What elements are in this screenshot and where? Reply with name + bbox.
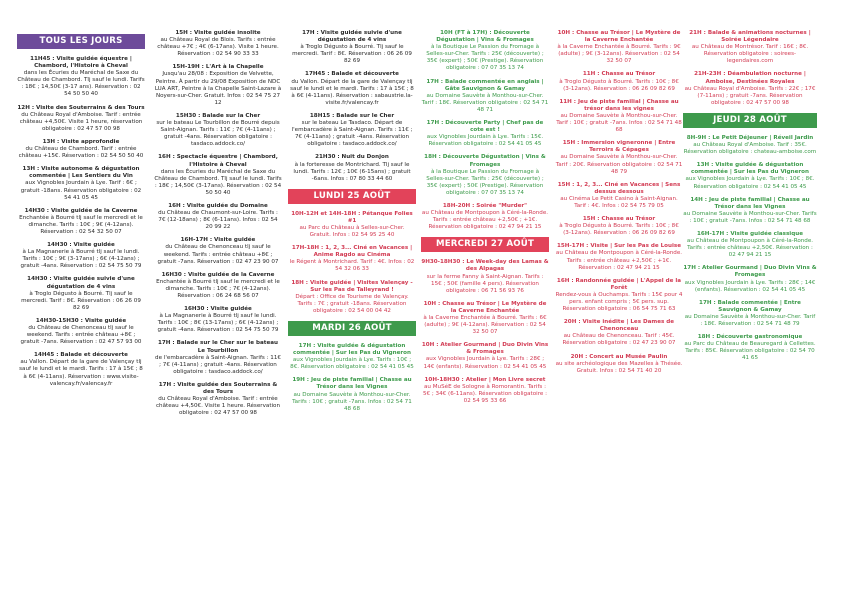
event-title: 17H : Balade commentée en anglais | Gâte Sauvignon & Gamay (426, 78, 544, 92)
event-title: 13H : Visite autonome & dégustation commentée | Les Sentiers du Vin (22, 166, 140, 180)
column-4 (421, 30, 549, 411)
event-entry (421, 342, 549, 370)
event-title: 15H : Immersion vigneronne | Entre Terroirs & Cépages (562, 140, 676, 154)
event-details: du Château de Chenonceau tlj sauf le weekend. Tarifs : entrée château +8€ ; gratuit -7ans. Réservation : 02 47 57 93 00 (20, 325, 142, 346)
event-entry (17, 352, 145, 387)
event-entry (555, 99, 683, 134)
event-entry (683, 71, 817, 106)
event-title: 20H : Visite inédite | Les Dames de Chenonceau (563, 319, 675, 333)
event-title: 21H : Balade & animations nocturnes | Soirée Légendaire (689, 30, 811, 44)
event-list (288, 211, 416, 315)
event-entry (683, 162, 817, 190)
column-1 (17, 30, 145, 394)
event-title: 15H : 1, 2, 3... Ciné en Vacances | Sens dessus dessous (557, 181, 681, 195)
column-5 (555, 30, 683, 381)
event-entry (421, 154, 549, 197)
event-title: 16H30 : Visite guidée (184, 306, 252, 313)
event-entry (683, 334, 817, 362)
event-details: du Château de Chenonceau tlj sauf le weekend. Tarifs : entrée château +8€ ; gratuit -7ans. Réservation : 02 47 23 90 07 (157, 244, 279, 265)
event-entry (154, 154, 282, 197)
day-banner-mardi: MARDI 26 AOÛT (288, 321, 416, 336)
event-list (154, 30, 282, 417)
day-banner-tous-les-jours: TOUS LES JOURS (17, 34, 145, 49)
event-details: au Parc du Château à Selles-sur-Cher. Gratuit. Infos : 02 54 95 25 40 (299, 224, 405, 239)
event-title: 18H : Visite guidée | Visites Valençay - Sur les Pas de Talleyrand ! (291, 279, 413, 293)
event-title: 15H-19H : L'Art à la Chapelle (172, 64, 264, 71)
event-details: au Domaine Sauvète à Monthou-sur-Cher. Tarif : 18€. Réservation : 02 54 71 48 79 (684, 313, 816, 327)
event-title: 17H : Atelier Gourmand | Duo Divin Vins & Fromages (683, 265, 817, 279)
event-list (683, 135, 817, 363)
event-title: 21H30 : Nuit du Donjon (315, 154, 389, 161)
event-entry (288, 30, 416, 65)
event-title: 15H30 : Balade sur la Cher (175, 112, 261, 119)
event-title: 14H : Jeu de piste familial | Chasse au Trésor dans les Vignes (690, 196, 810, 210)
event-details: Enchantée à Bourré tlj sauf le mercredi et le dimanche. Tarifs : 10€ ; 9€ (4-12ans). Réservation : 02 54 32 50 07 (19, 214, 143, 235)
event-details: à la Caverne Enchantée à Bourré. Tarifs : 9€ (adulte) ; 9€ (3-12ans). Réservation : 02 54 32 50 07 (557, 44, 681, 65)
event-title: 10H-12H et 14H-18H : Pétanque Folies #1 (291, 210, 413, 224)
event-details: à La Magnanerie à Bourré tlj sauf le lundi. Tarifs : 10€ ; 8€ (13-17ans) ; 6€ (4-12ans) ; gratuit -4ans. Réservation : 02 54 75 50 79 (157, 313, 279, 334)
event-title: 11H45 : Visite guidée équestre | Chambord, l'Histoire à Cheval (30, 56, 132, 70)
event-details: au Domaine Sauvète à Monthou-sur-Cher. Tarifs : 10€ ; gratuit -7ans. Infos : 02 54 71 48 68 (292, 391, 412, 412)
event-title: 17H : Balade sur le Cher sur le bateau Le Tourbillon (157, 340, 279, 354)
event-details: dans les Écuries du Maréchal de Saxe du Château de Chambord. Tlj sauf le lundi. Tarifs : 18€ ; 14,50€ (3-17 ans). Réservation : 02 54 50 50 40 (17, 70, 145, 98)
event-title: 17H45 : Balade et découverte (305, 71, 399, 78)
event-details: dans les Écuries du Maréchal de Saxe du Château de Chambord. Tlj sauf le lundi. Tarifs : 18€ ; 14,50€ (3-17ans). Réservation : 02 54 50 50 40 (154, 168, 282, 196)
event-details: aux Vignobles Jourdain à Lye. Tarifs : 28€ ; 14€ (enfants). Réservation : 02 54 41 05 45 (684, 279, 816, 293)
event-title: 19H : Jeu de piste familial | Chasse au Trésor dans les Vignes (292, 377, 412, 391)
event-details: aux Vignobles Jourdain à Lye. Tarifs : 10€ ; 8€. Réservation obligatoire : 02 54 41 05 45 (685, 176, 815, 190)
event-title: 16H : Visite guidée du Domaine (168, 202, 268, 209)
event-details: au Château de Chenonceau. Tarif : 45€. Réservation obligatoire : 02 47 23 90 07 (562, 333, 676, 347)
event-title: 10H-18H30 : Atelier | Mon Livre secret (424, 376, 546, 383)
event-title: 15H : Chasse au Trésor (582, 216, 656, 223)
event-title: 14H30 : Visite guidée suivie d'une dégustation de 4 vins (27, 276, 135, 290)
event-entry (555, 140, 683, 175)
event-details: du Château Royal d'Amboise. Tarif : entrée château +4,50€. Visite 1 heure. Réservation obligatoire : 02 47 57 00 98 (155, 396, 281, 417)
event-entry (17, 318, 145, 346)
event-title: 15H : Visite guidée insolite (175, 30, 261, 36)
event-details: au site archéologique des Mazelles à Thésée. Gratuit. Infos : 02 54 71 40 20 (555, 360, 683, 374)
event-details: au Château Royal d'Amboise. Tarif : 35€. Réservation obligatoire : chateau-amboise.com (683, 142, 817, 156)
event-title: 18H : Découverte Dégustation | Vins & Fromages (424, 154, 546, 168)
event-title: 18H : Découverte gastronomique (697, 334, 803, 341)
event-title: 14H30 : Visite guidée (47, 242, 115, 249)
event-title: 14H30 : Visite guidée de la Caverne (24, 207, 138, 214)
event-entry (154, 113, 282, 148)
event-list (17, 56, 145, 388)
event-list (421, 259, 549, 405)
event-details: le Régent à Montrichard. Tarif : 4€. Infos : 02 54 32 06 33 (289, 259, 415, 273)
event-title: 16H-17H : Visite guidée (180, 237, 256, 244)
event-entry (154, 64, 282, 107)
event-entry (17, 276, 145, 311)
event-title: 12H : Visite des Souterrains & des Tours (17, 104, 145, 111)
event-title: 9H30-18H30 : Le Week-day des Lamas & des Alpagas (421, 259, 549, 273)
event-entry (683, 30, 817, 65)
event-details: sur la ferme Fanny à Saint-Aignan. Tarifs : 15€ ; 50€ (famille 4 pers). Réservation obligatoire : 06 71 56 93 76 (426, 273, 544, 294)
event-details: de l'embarcadère à Saint-Aignan. Tarifs : 11€ ; 7€ (4-11ans) ; gratuit -4ans. Réservation obligatoire : tasdaco.addock.co/ (155, 354, 281, 375)
event-entry (683, 135, 817, 156)
event-title: 17H : Visite guidée des Souterrains & des Tours (158, 381, 278, 396)
event-entry (421, 259, 549, 294)
event-entry (288, 211, 416, 239)
event-details: à la forteresse de Montrichard. Tlj sauf le lundi. Tarifs : 12€ ; 10€ (6-15ans) ; gratuit -6ans. Infos : 07 80 33 44 60 (293, 161, 411, 182)
event-entry (555, 243, 683, 271)
column-2 (154, 30, 282, 423)
event-details: Enchantée à Bourré tlj sauf le mercredi et le dimanche. Tarifs : 10€ ; 7€ (4-12ans). Réservation : 06 24 68 56 07 (156, 278, 280, 299)
event-details: au Cinéma Le Petit Casino à Saint-Aignan. Tarif : 4€. Infos : 02 54 75 79 05 (560, 195, 678, 209)
event-details: aux Vignobles Jourdain à Lye. Tarifs : 15€. Réservation obligatoire : 02 54 41 05 45 (426, 134, 544, 148)
event-title: 10H (FT à 17H) : Découverte Dégustation | Vins & Fromages (436, 30, 534, 44)
event-entry (555, 319, 683, 347)
event-details: à la Boutique Le Passion du Fromage à Selles-sur-Cher. Tarifs : 25€ (découverte) ; 35€ (expert) ; 50€ (Prestige). Réservation obligatoire : 07 07 35 13 74 (426, 168, 544, 196)
event-details: Rendez-vous à Ouchamps. Tarifs : 15€ pour 4 pers. enfant compris ; 5€ pers. sup. Réservation obligatoire : 06 54 75 71 63 (555, 291, 683, 313)
event-entry (154, 237, 282, 265)
event-entry (555, 354, 683, 375)
event-title: 18H15 : Balade sur le Cher (309, 112, 395, 119)
event-title: 10H : Chasse au Trésor | Le Mystère de la Caverne Enchantée (557, 30, 681, 44)
event-entry (154, 340, 282, 375)
event-details: sur le bateau Le Tourbillon de Bourré depuis Saint-Aignan. Tarifs : 11€ ; 7€ (4-11ans) ; gratuit -4ans. Réservation obligatoire : tasdaco.addock.co/ (156, 120, 280, 148)
event-entry (288, 71, 416, 106)
event-entry (421, 203, 549, 231)
event-details: au Château de Montpoupon à Céré-la-Ronde. Tarifs : entrée château +2,50€ ; +1€. Réservation obligatoire : 02 47 94 21 15 (421, 210, 549, 231)
event-entry (683, 231, 817, 259)
event-entry (683, 265, 817, 293)
event-list (421, 30, 549, 231)
event-details: du Château Royal d'Amboise. Tarif : entrée château +4,50€. Visite 1 heure, réservation obligatoire : 02 47 57 00 98 (19, 111, 143, 132)
event-details: au Domaine Sauvète à Monthou-sur-Cher. Tarif : 18€. Réservation obligatoire : 02 54 71 48 71 (421, 92, 549, 113)
event-entry (421, 301, 549, 336)
event-entry (17, 56, 145, 99)
event-details: du Château de Chaumont-sur-Loire. Tarifs : 7€ (12-18ans) ; 8€ (6-11ans). Infos : 02 54 20 99 22 (158, 210, 278, 231)
event-title: 17H : Balade commentée | Entre Sauvignon & Gamay (699, 299, 801, 313)
event-title: 21H-23H : Déambulation nocturne | Amboise, Destinées Royales (694, 71, 806, 85)
event-title: 17H : Découverte Party | Chef pas de cote est ! (426, 120, 544, 134)
event-entry (17, 105, 145, 133)
day-banner-jeudi: JEUDI 28 AOÛT (683, 113, 817, 128)
event-details: à Troglo Dégusto à Bourré. Tlj sauf le mercredi. Tarif : 8€. Réservation : 06 26 09 82 69 (292, 44, 412, 65)
event-title: 13H : Visite guidée & dégustation commentée | Sur les Pas du Vigneron (691, 162, 809, 176)
event-entry (154, 382, 282, 417)
event-list (288, 30, 416, 183)
event-entry (555, 30, 683, 65)
event-entry (154, 30, 282, 58)
event-entry (17, 166, 145, 201)
event-title: 17H : Visite guidée suivie d'une dégustation de 4 vins (302, 30, 402, 44)
event-details: au Château Royal de Blois. Tarifs : entrée château +7€ ; 4€ (6-17ans). Visite 1 heure. Réservation : 02 54 90 33 33 (157, 37, 279, 58)
event-details: à la Boutique Le Passion du Fromage à Selles-sur-Cher. Tarifs : 25€ (découverte) ; 35€ (expert) ; 50€ (Prestige). Réservation obligatoire : 07 07 35 13 74 (426, 44, 544, 72)
event-title: 8H-9H : Le Petit Déjeuner | Réveil Jardin (686, 134, 814, 141)
event-title: 17H : Visite guidée & dégustation commentée | Sur les Pas du Vigneron (293, 343, 411, 357)
event-entry (154, 306, 282, 334)
event-details: Départ : Office de Tourisme de Valençay. Tarifs : 7€ ; gratuit -18ans. Réservation obligatoire : 02 54 00 04 42 (295, 293, 409, 314)
event-title: 16H30 : Visite guidée de la Caverne (161, 271, 275, 278)
event-entry (17, 139, 145, 160)
column-6 (683, 30, 817, 368)
event-details: au Château Royal d'Amboise. Tarifs : 22€ ; 17€ (7-11ans) ; gratuit -7ans. Réservation obligatoire : 02 47 57 00 98 (684, 85, 816, 106)
event-entry (555, 216, 683, 237)
event-entry (288, 377, 416, 412)
event-title: 17H-18H : 1, 2, 3... Ciné en Vacances | Anime Ragdo au Cinéma (291, 245, 413, 259)
event-title: 20H : Concert au Musée Paulin (570, 353, 668, 360)
event-entry (683, 197, 817, 225)
event-entry (288, 280, 416, 315)
event-details: au Domaine Sauvète à Monthou-sur-Cher. Tarif : 20€. Réservation obligatoire : 02 54 71 48 79 (555, 154, 683, 175)
event-entry (555, 182, 683, 210)
event-details: aux Vignobles Jourdain à Lye. Tarif : 6€ ; gratuit -18ans. Réservation obligatoire : 02 54 41 05 45 (20, 180, 142, 201)
event-details: à Troglo Dégusto à Bourré. Tlj sauf le mercredi. Tarif : 8€. Réservation : 06 26 09 82 69 (21, 290, 141, 311)
event-entry (421, 30, 549, 73)
event-entry (555, 71, 683, 92)
event-details: au Vallon. Départ de la gare de Valençay tlj sauf le lundi et le mardi. Tarifs : 17 à 15€ ; 8 à 6€ (4-11ans). Réservation : www.visite-valencay.fr/valencay.fr (19, 359, 143, 387)
event-title: 16H : Spectacle équestre | Chambord, l'Histoire à Cheval (158, 154, 278, 168)
event-details: au Parc du Château de Beauregard à Cellettes. Tarifs : 85€. Réservation obligatoire : 02 54 70 41 65 (684, 341, 816, 362)
event-entry (17, 242, 145, 270)
event-details: au Château de Montrésor. Tarif : 16€ ; 8€. Réservation obligatoire : soirees-legendaires.com (691, 44, 809, 65)
event-entry (421, 79, 549, 114)
event-details: à Troglo Dégusto à Bourré. Tarifs : 10€ ; 8€ (3-12ans). Réservation : 06 26 09 82 69 (559, 78, 679, 92)
event-list (683, 30, 817, 107)
event-title: 15H-17H : Visite | Sur les Pas de Louise (556, 243, 682, 250)
event-details: au Domaine Sauvète à Monthou-sur-Cher. Tarifs : 10€ ; gratuit -7ans. Infos : 02 54 71 48 68 (683, 210, 817, 224)
event-title: 16H-17H : Visite guidée classique (696, 230, 803, 237)
event-entry (154, 272, 282, 300)
event-details: du Château de Chambord. Tarif : entrée château +15€. Réservation : 02 54 50 50 40 (18, 146, 144, 160)
event-entry (421, 120, 549, 148)
event-list (555, 30, 683, 375)
event-title: 16H : Randonnée guidée | L'Appel de la Forêt (556, 277, 682, 291)
event-details: au Château de Montpoupon à Céré-la-Ronde. Tarifs : entrée château +2,50€. Réservation : 02 47 94 21 15 (686, 238, 814, 259)
event-details: au MuSéE de Sologne à Romorantin. Tarifs : 5€ ; 34€ (6-11ans). Réservation obligatoire : 02 54 95 33 66 (423, 383, 547, 404)
event-details: sur le bateau Le Tasdaco. Départ de l'embarcadère à Saint-Aignan. Tarifs : 11€ ; 7€ (4-11ans) ; gratuit -4ans. Réservation obligatoire : tasdaco.addock.co/ (291, 120, 413, 148)
event-details: à La Magnanerie à Bourré tlj sauf le lundi. Tarifs : 10€ ; 9€ (3-17ans) ; 6€ (4-12ans) ; gratuit -4ans. Réservation : 02 54 75 50 79 (20, 249, 142, 270)
event-title: 14H30-15H30 : Visite guidée (35, 317, 127, 324)
event-list (288, 343, 416, 413)
event-title: 10H : Atelier Gourmand | Duo Divin Vins & Fromages (421, 342, 549, 356)
event-title: 10H : Chasse au Trésor | Le Mystère de la Caverne Enchantée (423, 300, 547, 314)
event-entry (421, 377, 549, 405)
event-entry (288, 343, 416, 371)
event-details: aux Vignobles Jourdain à Lye. Tarifs : 28€ ; 14€ (enfants). Réservation : 02 54 41 05 45 (423, 356, 547, 370)
event-title: 11H : Jeu de piste familial | Chasse au trésor dans les vignes (559, 98, 679, 112)
event-details: à Troglo Dégusto à Bourré. Tarifs : 10€ ; 8€ (3-12ans). Réservation : 06 26 09 82 69 (559, 223, 679, 237)
event-details: au Domaine Sauvète à Monthou-sur-Cher. Tarif : 10€ ; gratuit -7ans. Infos : 02 54 71 48 68 (556, 112, 682, 134)
event-details: du Vallon. Départ de la gare de Valençay tlj sauf le lundi et le mardi. Tarifs : 17 à 15€ ; 8 à 6€ (4-11ans). Réservation : sabaustrie.la-visite.fr/valencay.fr (290, 78, 414, 106)
event-entry (288, 154, 416, 182)
column-3 (288, 30, 416, 419)
event-details: aux Vignobles Jourdain à Lye. Tarifs : 10€ ; 8€. Réservation obligatoire : 02 54 41 05 45 (290, 357, 414, 371)
event-details: à la Caverne Enchantée à Bourré. Tarifs : 6€ (adulte) ; 9€ (4-12ans). Réservation : 02 54 32 50 07 (423, 315, 547, 336)
day-banner-mercredi: MERCREDI 27 AOÛT (421, 237, 549, 252)
day-banner-lundi: LUNDI 25 AOÛT (288, 189, 416, 204)
event-entry (683, 300, 817, 328)
event-title: 13H : Visite approfondie (42, 138, 120, 145)
event-title: 14H45 : Balade et découverte (34, 352, 128, 359)
event-entry (154, 203, 282, 231)
event-entry (555, 278, 683, 313)
event-details: au Château de Montpoupon à Céré-la-Ronde. Tarifs : entrée château +2,50€ ; +1€. Réservation : 02 47 94 21 15 (555, 250, 683, 271)
event-entry (288, 245, 416, 273)
event-title: 11H : Chasse au Trésor (582, 71, 656, 78)
event-title: 18H-20H : Soirée "Murder" (442, 202, 528, 209)
event-details: Jusqu'au 28/08 : Exposition de Velvette, Peintre. À partir du 29/08 Exposition de NDC LUA ART, Peintre à la Chapelle Saint-Lazare à Noyers-sur-Cher. Gratuit. Infos : 02 54 75 27 12 (154, 71, 282, 106)
event-entry (17, 208, 145, 236)
event-entry (288, 113, 416, 148)
